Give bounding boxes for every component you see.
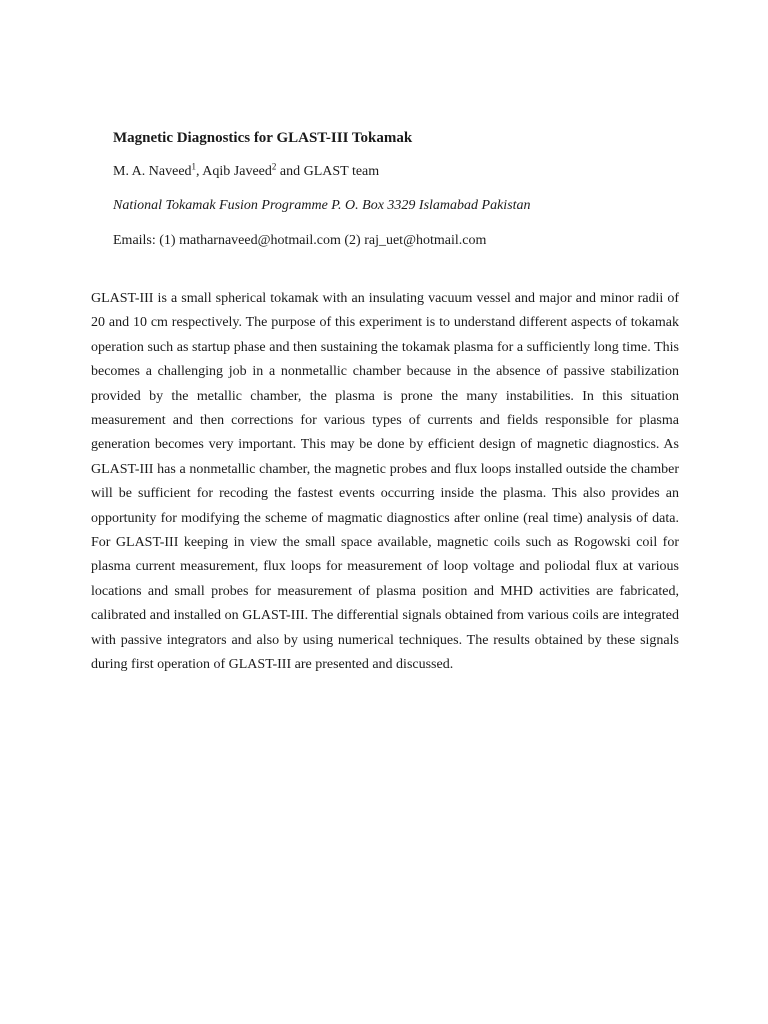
paper-title: Magnetic Diagnostics for GLAST-III Tokamak bbox=[113, 130, 413, 146]
emails-line: Emails: (1) matharnaveed@hotmail.com (2) raj_uet@hotmail.com bbox=[113, 233, 487, 248]
author-1-name: M. A. Naveed bbox=[113, 164, 192, 179]
author-2-affiliation-mark: 2 bbox=[271, 161, 277, 172]
paper-header bbox=[113, 128, 693, 250]
abstract-paragraph: GLAST-III is a small spherical tokamak with an insulating vacuum vessel and major and minor radii of 20 and 10 cm respectively. The purpose of this experiment is to understand different aspects of tokamak operation such as startup phase and then sustaining the tokamak plasma for a sufficiently long time. This becomes a challenging job in a nonmetallic chamber because in the absence of passive stabilization provided by the metallic chamber, the plasma is prone the many instabilities. In this situation measurement and then corrections for various types of currents and fields responsible for plasma generation becomes very important. This may be done by efficient design of magnetic diagnostics. As GLAST-III has a nonmetallic chamber, the magnetic probes and flux loops installed outside the chamber will be sufficient for recoding the fastest events occurring inside the plasma. This also provides an opportunity for modifying the scheme of magmatic diagnostics after online (real time) analysis of data. For GLAST-III keeping in view the small space available, magnetic coils such as Rogowski coil for plasma current measurement, flux loops for measurement of loop voltage and poliodal flux at various locations and small probes for measurement of plasma position and MHD activities are fabricated, calibrated and installed on GLAST-III. The differential signals obtained from various coils are integrated with passive integrators and also by using numerical techniques. The results obtained by these signals during first operation of GLAST-III are presented and discussed. bbox=[91, 291, 679, 673]
author-line bbox=[113, 163, 693, 181]
affiliation: National Tokamak Fusion Programme P. O. Box 3329 Islamabad Pakistan bbox=[113, 198, 531, 213]
author-1-affiliation-mark: 1 bbox=[191, 161, 197, 172]
author-separator: , bbox=[196, 164, 203, 179]
author-2-name: Aqib Javeed bbox=[202, 164, 272, 179]
author-team: and GLAST team bbox=[276, 164, 380, 179]
